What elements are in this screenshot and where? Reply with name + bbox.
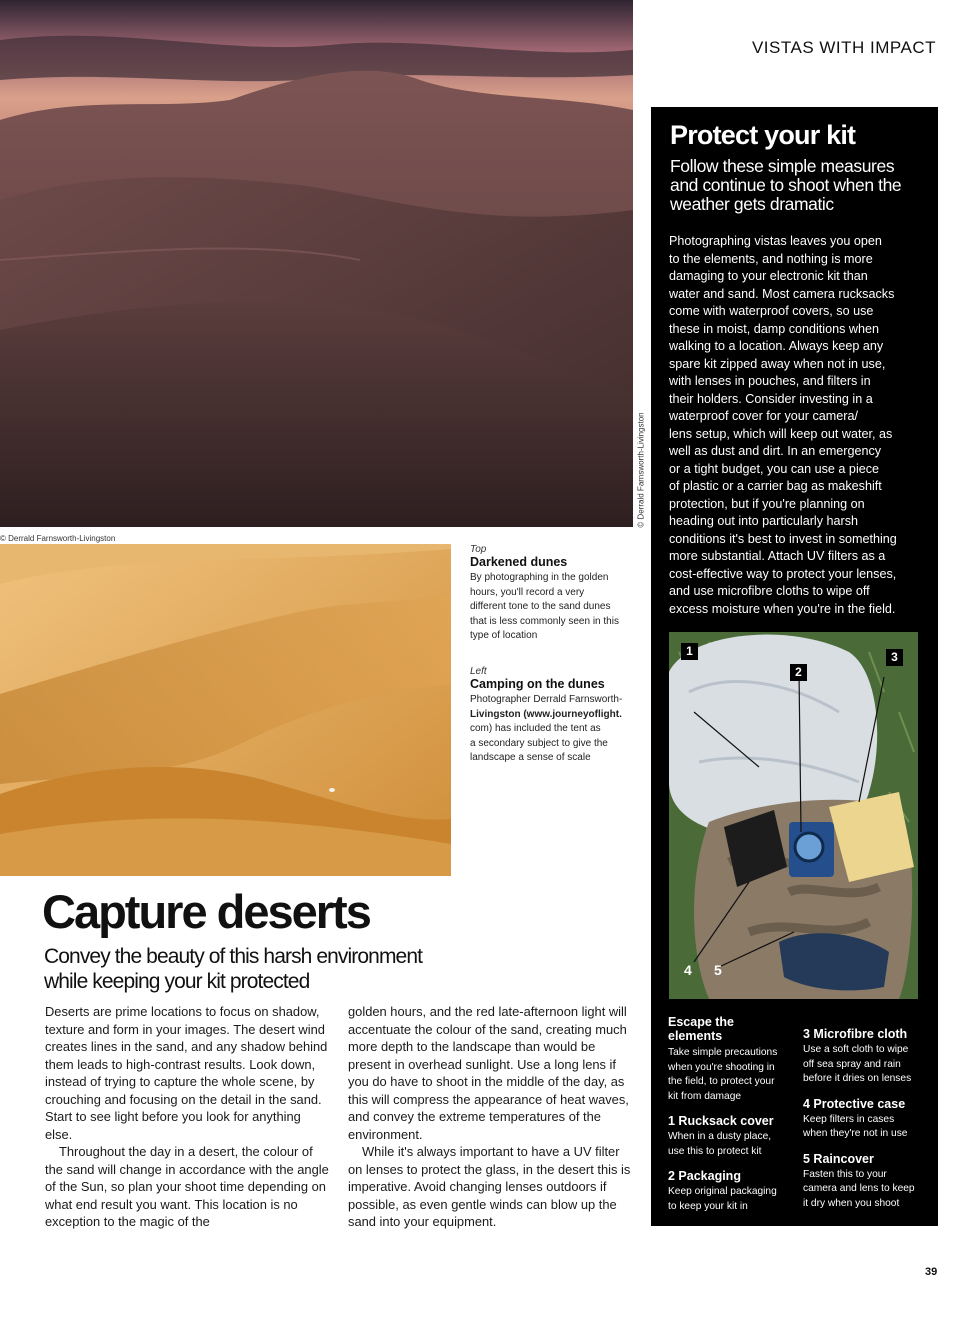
kit-item-packaging xyxy=(668,1169,786,1214)
sidebar-body-line: cost-effective way to protect your lenses, xyxy=(669,566,897,581)
kit-item-text: the field, to protect your xyxy=(668,1076,775,1087)
article-subtitle-line: while keeping your kit protected xyxy=(44,970,310,993)
kit-item-text: Use a soft cloth to wipe xyxy=(803,1044,909,1055)
kit-item-title: elements xyxy=(668,1029,723,1043)
sidebar-body-line: spare kit zipped away when not in use, xyxy=(669,356,886,371)
article-column-2 xyxy=(348,1003,636,1231)
sidebar-body xyxy=(669,233,925,618)
kit-item-text: use this to protect kit xyxy=(668,1145,762,1157)
kit-item-raincover xyxy=(803,1152,928,1212)
sidebar-subtitle-line: weather gets dramatic xyxy=(670,194,834,214)
article-column-1 xyxy=(45,1003,330,1231)
caption-title: Camping on the dunes xyxy=(470,677,605,691)
caption-line: landscape a sense of scale xyxy=(470,752,591,763)
article-paragraph: Deserts are prime locations to focus on shadow, texture and form in your images. The desert wind creates lines in the sand, and any shadow behind them leads to high-contrast results. Look down, instead of trying to capture the whole scene, by crouching and focusing on the detail in the sand. Start to see light before you look for anything else. xyxy=(45,1004,328,1142)
sidebar-body-line: their holders. Consider investing in a xyxy=(669,391,873,406)
kit-item-title: 5 Raincover xyxy=(803,1151,874,1166)
caption-darkened-dunes xyxy=(470,544,640,644)
sidebar-body-line: of plastic or a carrier bag as makeshift xyxy=(669,479,882,493)
label-1: 1 xyxy=(681,643,698,660)
label-5: 5 xyxy=(714,962,722,978)
sidebar-body-line: heading out into particularly harsh xyxy=(669,514,859,528)
sidebar-body-line: conditions it's best to invest in something xyxy=(669,531,897,546)
left-photo-credit: © Derrald Farnsworth-Livingston xyxy=(0,534,116,543)
kit-list-left xyxy=(668,1015,786,1214)
sidebar-body-line: protection, but if you're planning on xyxy=(669,496,865,511)
kit-item-text: Keep filters in cases xyxy=(803,1113,895,1125)
sidebar-body-line: and use microfibre cloths to wipe off xyxy=(669,584,870,598)
sidebar-body-line: well as dust and dirt. In an emergency xyxy=(669,444,882,458)
sidebar-body-line: water and sand. Most camera rucksacks xyxy=(669,286,895,301)
caption-line: that is less commonly seen in this xyxy=(470,615,619,627)
sidebar-body-line: come with waterproof covers, so use xyxy=(669,304,874,318)
kit-item-text: kit from damage xyxy=(668,1090,742,1102)
kit-item-title: Escape the xyxy=(668,1015,735,1029)
sidebar-body-line: or a tight budget, you can use a piece xyxy=(669,461,880,476)
caption-line: different tone to the sand dunes xyxy=(470,601,611,612)
article-paragraph: golden hours, and the red late-afternoon light will accentuate the colour of the sand, creating much more depth to the landscape than would be present in overhead sunlight. Use a long lens if you do have to shoot in the middle of the day, as this will compress the appearance of heat waves, and convey the extreme temperatures of the environment. xyxy=(348,1004,629,1142)
caption-camping-dunes xyxy=(470,666,640,766)
golden-dunes-photo xyxy=(0,544,451,876)
caption-title: Darkened dunes xyxy=(470,555,568,569)
label-4: 4 xyxy=(684,962,692,978)
kit-item-text: when you're shooting in xyxy=(668,1061,775,1073)
section-tag: VISTAS WITH IMPACT xyxy=(751,38,936,57)
article-title: Capture deserts xyxy=(42,885,370,938)
label-3: 3 xyxy=(886,649,903,666)
kit-item-text: Take simple precautions xyxy=(668,1047,778,1058)
article-paragraph: Throughout the day in a desert, the colour of the sand will change in accordance with the angle of the Sun, so plan your shoot time depending on what end result you want. This location is no exception to the magic of the xyxy=(45,1144,329,1229)
kit-item-title: 2 Packaging xyxy=(668,1169,741,1183)
caption-line: Photographer Derrald Farnsworth- xyxy=(470,694,623,705)
kit-item-text: camera and lens to keep xyxy=(803,1183,915,1194)
caption-kicker: Top xyxy=(470,544,487,555)
sidebar-body-line: walking to a location. Always keep any xyxy=(669,339,884,353)
kit-item-protective-case xyxy=(803,1097,928,1142)
sidebar-body-line: damaging to your electronic kit than xyxy=(669,269,868,283)
sidebar-body-line: lens setup, which will keep out water, as xyxy=(669,426,893,441)
article-subtitle-line: Convey the beauty of this harsh environment xyxy=(44,945,423,968)
caption-line: com) has included the tent as xyxy=(470,723,601,734)
top-photo-credit: © Derrald Farnsworth-Livingston xyxy=(636,412,646,528)
kit-item-text: it dry when you shoot xyxy=(803,1197,900,1209)
caption-kicker: Left xyxy=(470,666,487,677)
caption-line: Livingston (www.journeyoflight. xyxy=(470,708,622,720)
sidebar-body-line: more substantial. Attach UV filters as a xyxy=(669,549,886,563)
dusk-dunes-photo xyxy=(0,0,633,527)
kit-item-text: to keep your kit in xyxy=(668,1200,748,1212)
kit-list-right xyxy=(803,1027,928,1211)
kit-item-text: when they're not in use xyxy=(803,1128,908,1139)
kit-item-text: before it dries on lenses xyxy=(803,1073,912,1084)
kit-item-rucksack-cover xyxy=(668,1114,786,1159)
kit-intro xyxy=(668,1015,786,1104)
kit-photo xyxy=(669,632,918,999)
kit-item-title: 4 Protective case xyxy=(803,1096,906,1111)
kit-item-title: 3 Microfibre cloth xyxy=(803,1027,908,1041)
caption-line: hours, you'll record a very xyxy=(470,586,585,598)
sidebar-subtitle xyxy=(670,157,932,214)
kit-item-text: off sea spray and rain xyxy=(803,1058,901,1070)
kit-item-text: Fasten this to your xyxy=(803,1168,887,1180)
sidebar-body-line: waterproof cover for your camera/ xyxy=(669,409,858,423)
kit-item-microfibre-cloth xyxy=(803,1027,928,1087)
sidebar-body-line: to the elements, and nothing is more xyxy=(669,251,873,266)
sidebar-body-line: excess moisture when you're in the field. xyxy=(669,601,896,616)
sidebar-subtitle-line: and continue to shoot when the xyxy=(670,175,902,195)
article-paragraph: While it's always important to have a UV filter on lenses to protect the glass, in the desert this is imperative. Avoid changing lenses outdoors if possible, as even gentle winds can blow up the sand into your equipment. xyxy=(348,1144,631,1229)
sidebar-title: Protect your kit xyxy=(670,120,856,150)
page-number: 39 xyxy=(925,1266,938,1278)
sidebar-body-line: with lenses in pouches, and filters in xyxy=(669,374,871,388)
sidebar-subtitle-line: Follow these simple measures xyxy=(670,156,895,176)
sidebar-body-line: these in moist, damp conditions when xyxy=(669,321,880,336)
label-2: 2 xyxy=(790,664,807,681)
caption-line: type of location xyxy=(470,630,538,641)
caption-line: By photographing in the golden xyxy=(470,572,609,583)
caption-line: a secondary subject to give the xyxy=(470,737,608,749)
kit-item-text: Keep original packaging xyxy=(668,1186,777,1197)
article-subtitle xyxy=(44,944,514,994)
sidebar-body-line: Photographing vistas leaves you open xyxy=(669,234,882,248)
kit-item-text: When in a dusty place, xyxy=(668,1131,772,1142)
kit-item-title: 1 Rucksack cover xyxy=(668,1114,774,1128)
